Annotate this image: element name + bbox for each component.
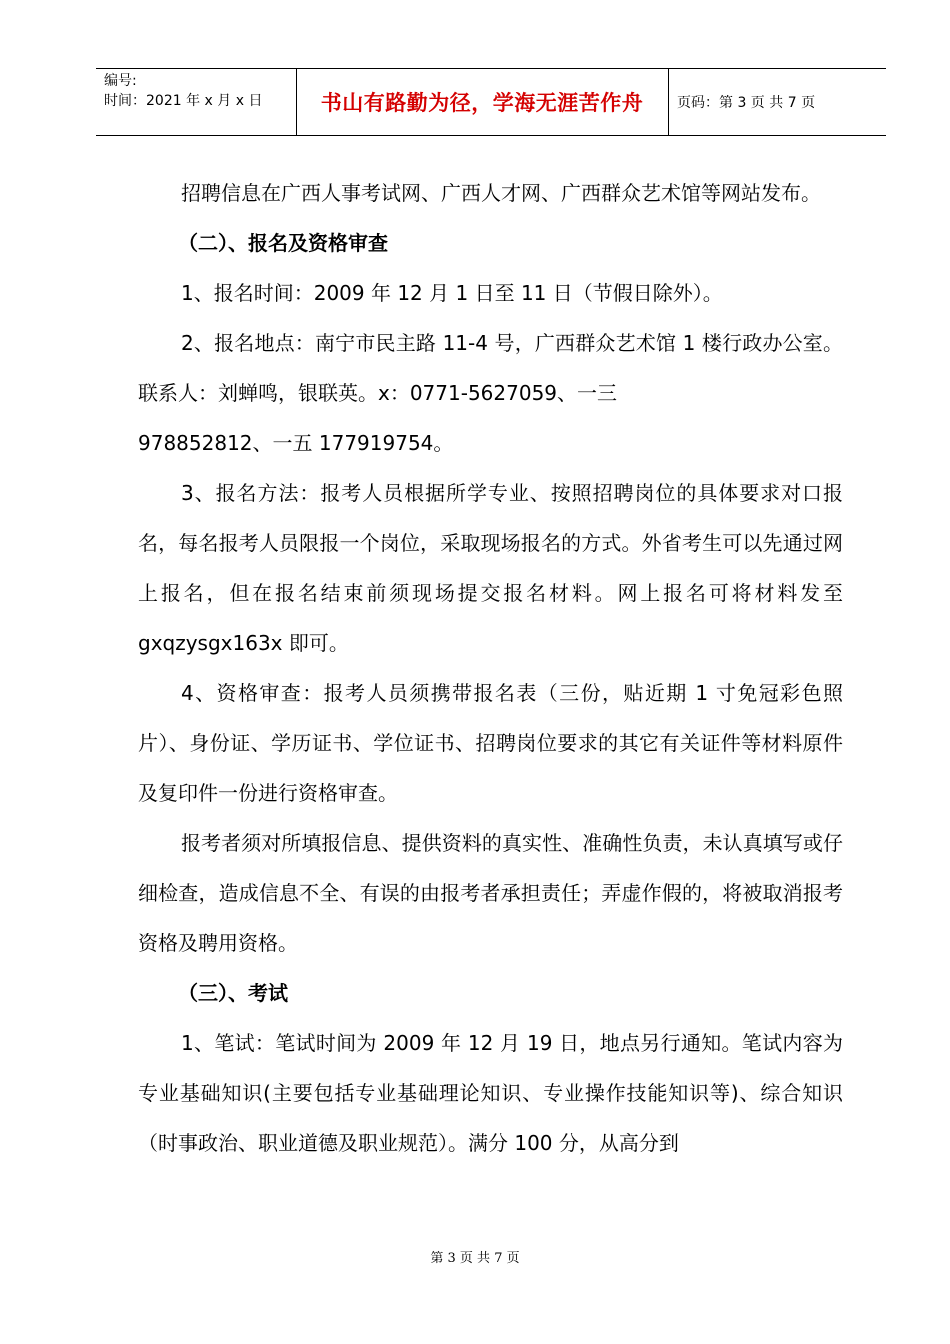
paragraph-registration-method: 3、报名方法：报考人员根据所学专业、按照招聘岗位的具体要求对口报名，每名报考人员限报一个岗位，采取现场报名的方式。外省考生可以先通过网上报名，但在报名结束前须现场提交报名材料。网上报名可将材料发至 gxqzysgx163x 即可。 — [138, 481, 843, 655]
header-meta — [104, 71, 294, 111]
header-motto: 书山有路勤为径，学海无涯苦作舟 — [320, 91, 644, 115]
header-divider-right — [668, 69, 669, 135]
header-code: 编号: — [104, 73, 137, 89]
paragraph-publish-info: 招聘信息在广西人事考试网、广西人才网、广西群众艺术馆等网站发布。 — [181, 181, 821, 205]
header-page-info: 页码：第 3 页 共 7 页 — [677, 95, 816, 111]
section-heading-exam: （三）、考试 — [178, 981, 288, 1005]
paragraph-registration-place: 2、报名地点：南宁市民主路 11-4 号，广西群众艺术馆 1 楼行政办公室。联系人：刘蝉鸣，银联英。x：0771-5627059、一三 — [138, 331, 843, 405]
page-footer: 第 3 页 共 7 页 — [430, 1251, 520, 1266]
paragraph-written-exam: 1、笔试：笔试时间为 2009 年 12 月 19 日，地点另行通知。笔试内容为专业基础知识(主要包括专业基础理论知识、专业操作技能知识等)、综合知识（时事政治、职业道德及职业规范）。满分 100 分，从高分到 — [138, 1031, 843, 1155]
page-header — [96, 68, 886, 136]
document-body — [138, 168, 843, 1168]
paragraph-applicant-responsibility: 报考者须对所填报信息、提供资料的真实性、准确性负责，未认真填写或仔细检查，造成信息不全、有误的由报考者承担责任；弄虚作假的，将被取消报考资格及聘用资格。 — [138, 831, 843, 955]
section-heading-registration: （二）、报名及资格审查 — [178, 231, 388, 255]
header-time: 时间：2021 年 x 月 x 日 — [104, 93, 263, 109]
paragraph-registration-phone: 978852812、一五 177919754。 — [138, 431, 454, 455]
paragraph-qualification-review: 4、资格审查：报考人员须携带报名表（三份，贴近期 1 寸免冠彩色照片）、身份证、学历证书、学位证书、招聘岗位要求的其它有关证件等材料原件及复印件一份进行资格审查。 — [138, 681, 843, 805]
paragraph-registration-time: 1、报名时间：2009 年 12 月 1 日至 11 日（节假日除外）。 — [181, 281, 723, 305]
